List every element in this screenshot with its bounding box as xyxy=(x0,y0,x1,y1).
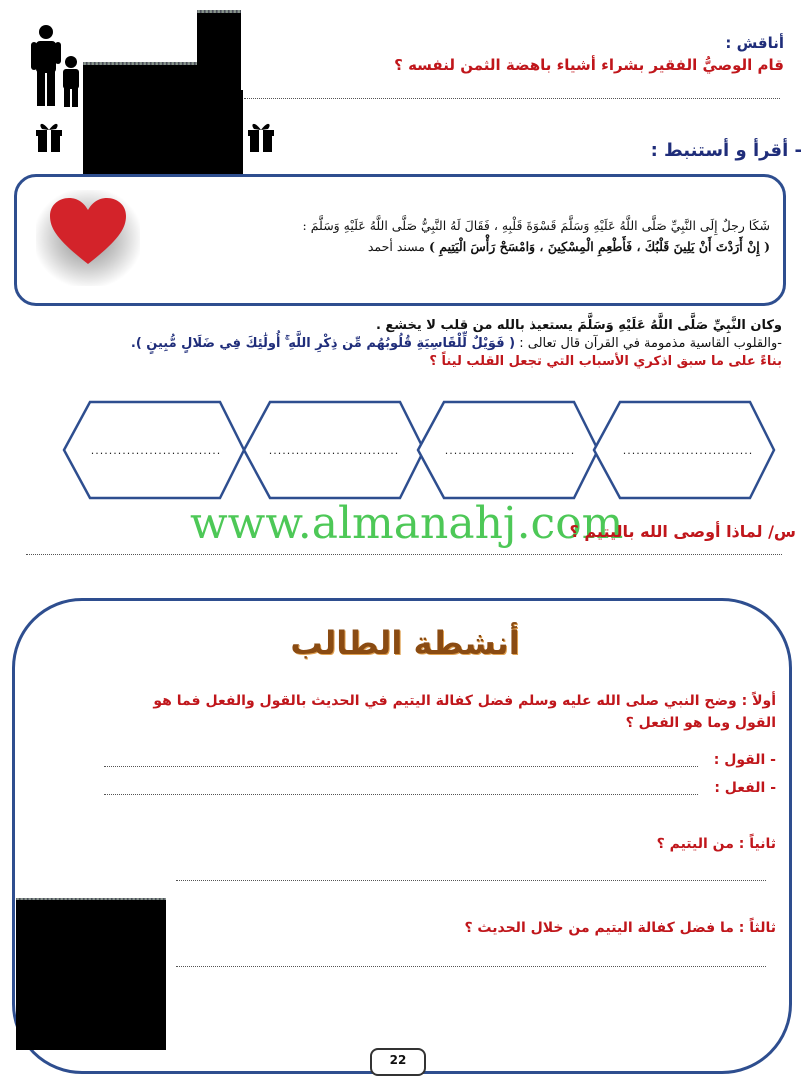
redacted-block-edge xyxy=(83,62,197,65)
hadith-quote: ( إِنْ أَرَدْتَ أَنْ يَلِينَ قَلْبُكَ ، فَأَطْعِمِ الْمِسْكِينَ ، وَامْسَحْ رَأْسَ الْيَتِيمِ ) xyxy=(429,239,770,254)
discuss-label: أناقش : xyxy=(725,34,784,52)
gift-icon xyxy=(246,118,276,154)
q2-label: ثانياً : من اليتيم ؟ xyxy=(656,836,776,852)
paragraph-question: بناءً على ما سبق اذكري الأسباب التي تجعل القلب ليناً ؟ xyxy=(429,354,782,369)
answer-line[interactable] xyxy=(26,554,782,555)
redacted-block-edge xyxy=(197,10,241,13)
redacted-block xyxy=(197,12,241,64)
q1-say-label: - القول : xyxy=(713,752,776,768)
watermark: www.almanahj.com xyxy=(190,498,624,549)
q3-label: ثالثاً : ما فضل كفالة اليتيم من خلال الحديث ؟ xyxy=(464,920,776,936)
family-icon xyxy=(28,22,86,110)
hexagon-answer[interactable]: ............................. xyxy=(90,444,222,457)
answer-line[interactable] xyxy=(244,98,780,99)
answer-line[interactable] xyxy=(104,766,698,767)
answer-line[interactable] xyxy=(176,880,766,881)
redacted-block xyxy=(16,900,166,1050)
hadith-line1: شَكَا رجلٌ إِلَى النَّبِيِّ صَلَّى اللَّهُ عَلَيْهِ وَسَلَّمَ قَسْوَةَ قَلْبِهِ ، فَقَالَ لَهُ النَّبِيُّ صَلَّى اللَّهُ عَلَيْهِ وَسَلَّمَ : xyxy=(302,218,770,233)
read-section-label: - أقرأ و أستنبط : xyxy=(650,140,802,161)
hexagon-answer[interactable]: ............................. xyxy=(444,444,576,457)
redacted-block xyxy=(197,90,243,174)
activities-title: أنشطة الطالب xyxy=(290,624,520,662)
q1-do-label: - الفعل : xyxy=(714,780,776,796)
hexagon-answer[interactable]: ............................. xyxy=(622,444,754,457)
orphan-question: س/ لماذا أوصى الله باليتيم ؟ xyxy=(569,522,796,541)
discuss-question: قام الوصيُّ الفقير بشراء أشياء باهضة الثمن لنفسه ؟ xyxy=(394,56,784,74)
hadith-source: مسند أحمد xyxy=(367,239,426,254)
quran-verse: ( فَوَيْلٌ لِّلْقَاسِيَةِ قُلُوبُهُم مِّن ذِكْرِ اللَّهِ ۚ أُولَٰئِكَ فِي ضَلَالٍ مُّبِينٍ ). xyxy=(130,336,516,351)
paragraph-line2-prefix: -والقلوب القاسية مذمومة في القرآن قال تعالى : xyxy=(519,336,782,351)
answer-line[interactable] xyxy=(176,966,766,967)
heart-icon xyxy=(50,198,126,266)
gift-icon xyxy=(34,118,64,154)
page-number: 22 xyxy=(389,1053,407,1067)
answer-line[interactable] xyxy=(104,794,698,795)
q1-line1: أولاً : وضح النبي صلى الله عليه وسلم فضل كفالة اليتيم في الحديث بالقول والفعل فما هو xyxy=(153,693,776,709)
q1-line2: القول وما هو الفعل ؟ xyxy=(625,715,776,731)
hexagon-answer[interactable]: ............................. xyxy=(268,444,400,457)
paragraph-line1: وكان النَّبِيِّ صَلَّى اللَّهُ عَلَيْهِ وَسَلَّمَ يستعيذ بالله من قلب لا يخشع . xyxy=(375,318,782,333)
